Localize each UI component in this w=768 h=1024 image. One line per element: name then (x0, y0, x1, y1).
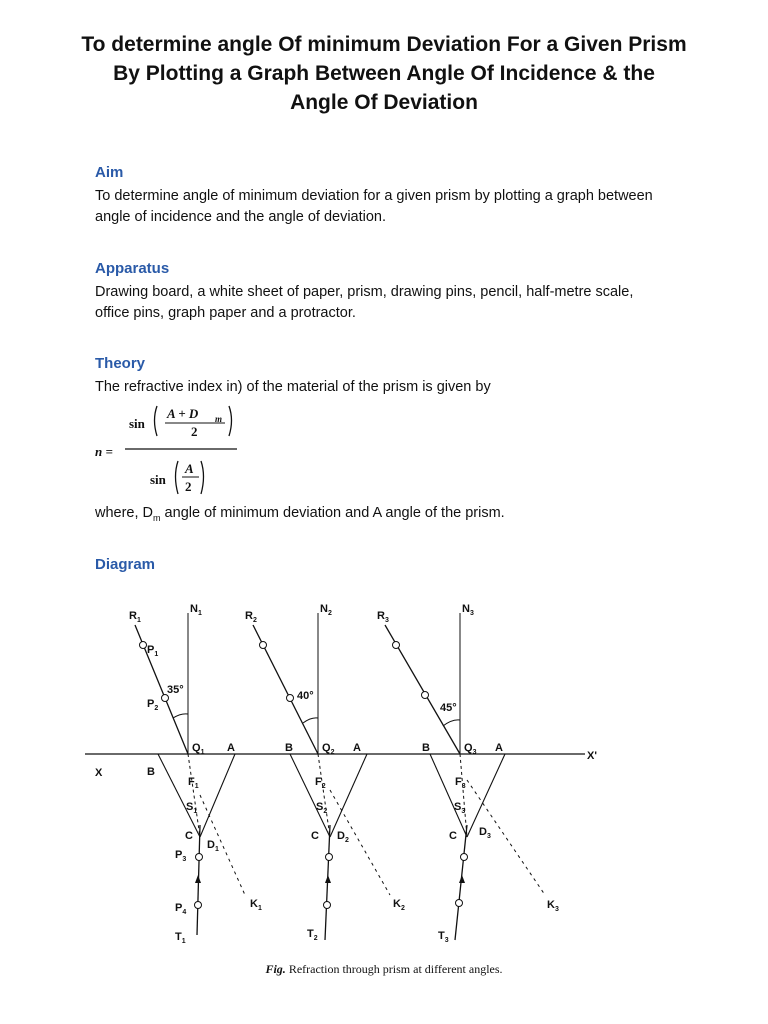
pin-2a (260, 642, 267, 649)
label-p3: $P_3$ (175, 849, 187, 863)
formula-lhs: n = (95, 444, 113, 459)
refractive-index-formula (95, 398, 245, 498)
label-f1: $F_1$ (188, 776, 199, 790)
where-sub: m (153, 512, 161, 523)
label-q2: $Q_2$ (322, 742, 335, 756)
label-p1: $P_1$ (147, 644, 159, 658)
where-prefix: where, D (95, 505, 154, 521)
formula-num-sub: m (215, 414, 223, 424)
label-angle-3: 45° (440, 702, 457, 714)
formula-num-bottom: A (185, 461, 194, 476)
label-t1: $T_1$ (175, 931, 186, 945)
pin-p3 (196, 854, 203, 861)
label-r3: $R_3$ (377, 610, 389, 624)
label-n3: $N_3$ (462, 603, 474, 617)
formula-sin-bottom: sin (150, 472, 166, 487)
label-b3: B (422, 742, 430, 754)
label-p4: $P_4$ (175, 902, 187, 916)
label-angle-1: 35° (167, 684, 184, 696)
label-s2: $S_2$ (316, 801, 328, 815)
title-line-3: Angle Of Deviation (290, 91, 478, 114)
pin-2d (324, 902, 331, 909)
label-t2: $T_2$ (307, 928, 318, 942)
theory-heading: Theory (95, 355, 146, 372)
aim-heading: Aim (95, 164, 124, 181)
prism-setup-3 (377, 603, 559, 944)
formula-den-bottom: 2 (185, 479, 192, 494)
paren-right-top (229, 406, 232, 436)
formula-sin-top: sin (129, 416, 145, 431)
label-r2: $R_2$ (245, 610, 257, 624)
caption-fig: Fig. (265, 962, 286, 976)
pin-3a (393, 642, 400, 649)
pin-2c (326, 854, 333, 861)
label-k1: $K_1$ (250, 898, 262, 912)
label-n1: $N_1$ (190, 603, 202, 617)
aim-line-1: To determine angle of minimum deviation for a given prism by plotting a graph between (95, 188, 653, 204)
prism-edge-right-3 (467, 754, 505, 837)
label-angle-2: 40° (297, 690, 314, 702)
angle-arc-3 (443, 720, 460, 726)
label-c3: C (449, 830, 457, 842)
label-p2: $P_2$ (147, 698, 159, 712)
caption-text: Refraction through prism at different angles. (285, 962, 503, 976)
formula-num-top: A + D (167, 406, 199, 421)
prism-edge-right-2 (330, 754, 367, 837)
pin-2b (287, 695, 294, 702)
label-r1: $R_1$ (129, 610, 141, 624)
label-t3: $T_3$ (438, 930, 449, 944)
label-f2: $F_2$ (315, 776, 326, 790)
extended-ray-2 (330, 790, 390, 895)
where-text (95, 503, 735, 529)
pin-3d (456, 900, 463, 907)
prism-refraction-diagram (85, 595, 605, 955)
label-d3: $D_3$ (479, 826, 491, 840)
label-x-prime: X' (587, 750, 597, 762)
prism-setup-2 (245, 603, 405, 942)
label-q3: $Q_3$ (464, 742, 477, 756)
apparatus-heading: Apparatus (95, 260, 170, 277)
prism-edge-left-2 (290, 754, 330, 837)
paren-left-bottom (176, 461, 179, 494)
pin-p4 (195, 902, 202, 909)
theory-text (95, 377, 735, 398)
paren-left-top (155, 406, 158, 436)
label-d1: $D_1$ (207, 839, 219, 853)
pin-3c (461, 854, 468, 861)
label-b2: B (285, 742, 293, 754)
label-k2: $K_2$ (393, 898, 405, 912)
title-line-1: To determine angle Of minimum Deviation For a Given Prism (81, 33, 687, 56)
theory-line-1: The refractive index in) of the material of the prism is given by (95, 379, 491, 395)
page-title (60, 30, 708, 117)
figure-caption (0, 962, 768, 977)
pin-3b (422, 692, 429, 699)
where-line (95, 503, 735, 529)
label-c1: C (185, 830, 193, 842)
pin-p1 (140, 642, 147, 649)
arrow-emergent-3 (459, 875, 465, 883)
apparatus-line-2: office pins, graph paper and a protractor. (95, 305, 356, 321)
arrow-emergent-2 (325, 875, 331, 883)
label-f3: $F_3$ (455, 776, 466, 790)
prism-edge-right-1 (200, 754, 235, 837)
apparatus-text (95, 282, 735, 324)
apparatus-line-1: Drawing board, a white sheet of paper, prism, drawing pins, pencil, half-metre scale, (95, 284, 634, 300)
label-c2: C (311, 830, 319, 842)
aim-line-2: angle of incidence and the angle of deviation. (95, 209, 387, 225)
arrow-emergent-1 (195, 875, 201, 883)
label-d2: $D_2$ (337, 830, 349, 844)
where-rest: angle of minimum deviation and A angle of the prism. (160, 505, 505, 521)
formula-den-top: 2 (191, 424, 198, 439)
label-k3: $K_3$ (547, 899, 559, 913)
label-a3: A (495, 742, 503, 754)
prism-edge-left-1 (158, 754, 200, 837)
label-a2: A (353, 742, 361, 754)
paren-right-bottom (201, 461, 204, 494)
title-line-2: By Plotting a Graph Between Angle Of Incidence & the (113, 62, 655, 85)
prism-setup-1 (129, 603, 262, 945)
label-s1: $S_1$ (186, 801, 198, 815)
angle-arc-2 (303, 718, 318, 723)
diagram-heading: Diagram (95, 556, 156, 573)
angle-arc-1 (173, 714, 188, 718)
label-n2: $N_2$ (320, 603, 332, 617)
label-a1: A (227, 742, 235, 754)
label-s3: $S_3$ (454, 801, 466, 815)
label-q1: $Q_1$ (192, 742, 205, 756)
label-b1: B (147, 766, 155, 778)
aim-text (95, 186, 735, 228)
label-x: X (95, 767, 103, 779)
